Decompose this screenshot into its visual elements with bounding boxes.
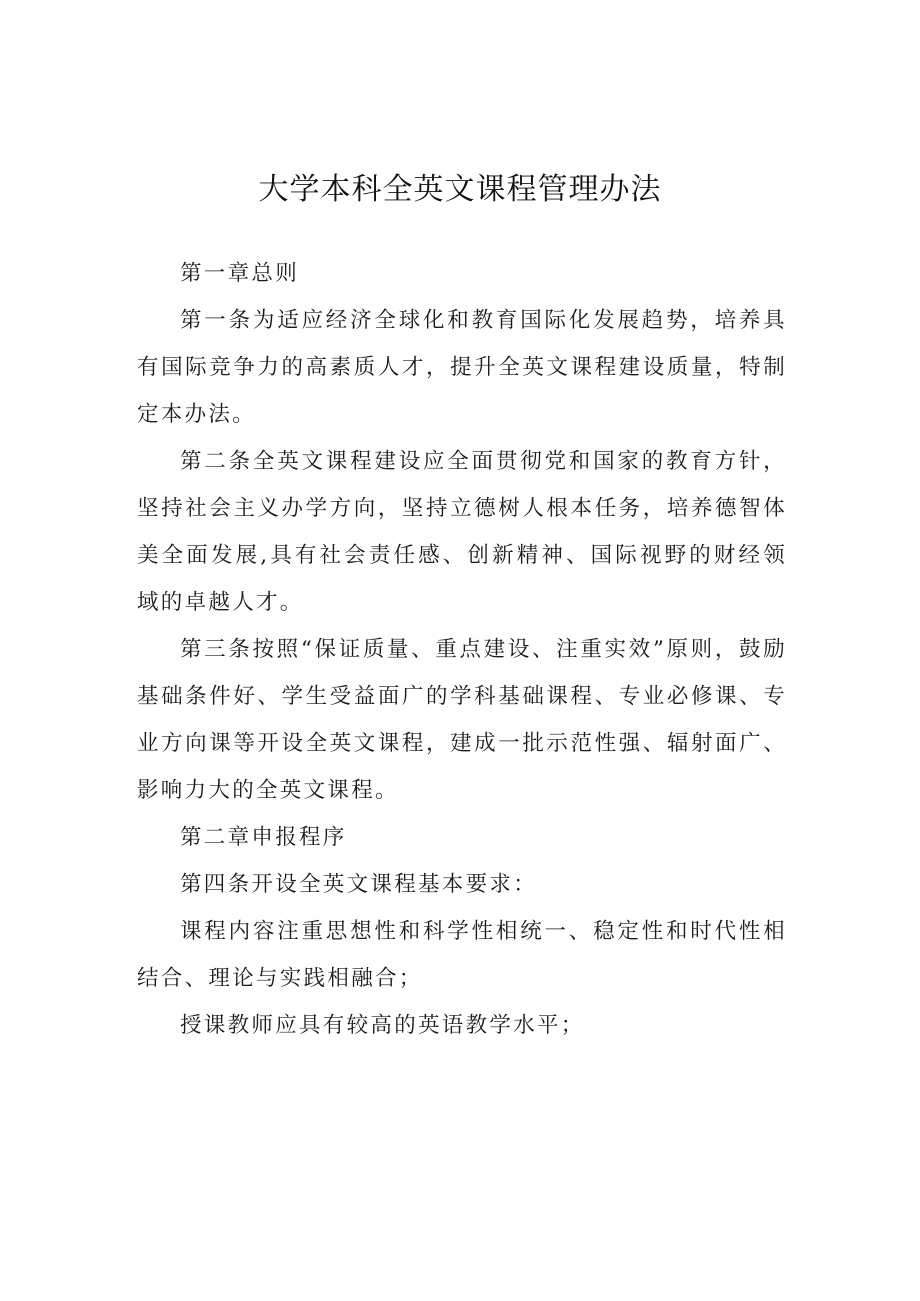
document-body bbox=[137, 250, 787, 1049]
chapter-heading-1: 第一章总则 bbox=[180, 261, 300, 286]
chapter-heading-2: 第二章申报程序 bbox=[180, 825, 347, 850]
article-1: 第一条为适应经济全球化和教育国际化发展趋势，培养具有国际竞争力的高素质人才，提升全英文课程建设质量，特制定本办法。 bbox=[137, 308, 787, 427]
requirement-item-2: 授课教师应具有较高的英语教学水平； bbox=[180, 1013, 585, 1038]
article-4: 第四条开设全英文课程基本要求： bbox=[180, 872, 538, 897]
document-title: 大学本科全英文课程管理办法 bbox=[258, 172, 662, 207]
article-3: 第三条按照“保证质量、重点建设、注重实效”原则，鼓励基础条件好、学生受益面广的学科基础课程、专业必修课、专业方向课等开设全英文课程，建成一批示范性强、辐射面广、影响力大的全英文课程。 bbox=[137, 637, 787, 803]
article-2: 第二条全英文课程建设应全面贯彻党和国家的教育方针，坚持社会主义办学方向，坚持立德树人根本任务，培养德智体美全面发展,具有社会责任感、创新精神、国际视野的财经领域的卓越人才。 bbox=[137, 449, 787, 615]
requirement-item-1: 课程内容注重思想性和科学性相统一、稳定性和时代性相结合、理论与实践相融合； bbox=[137, 919, 787, 991]
